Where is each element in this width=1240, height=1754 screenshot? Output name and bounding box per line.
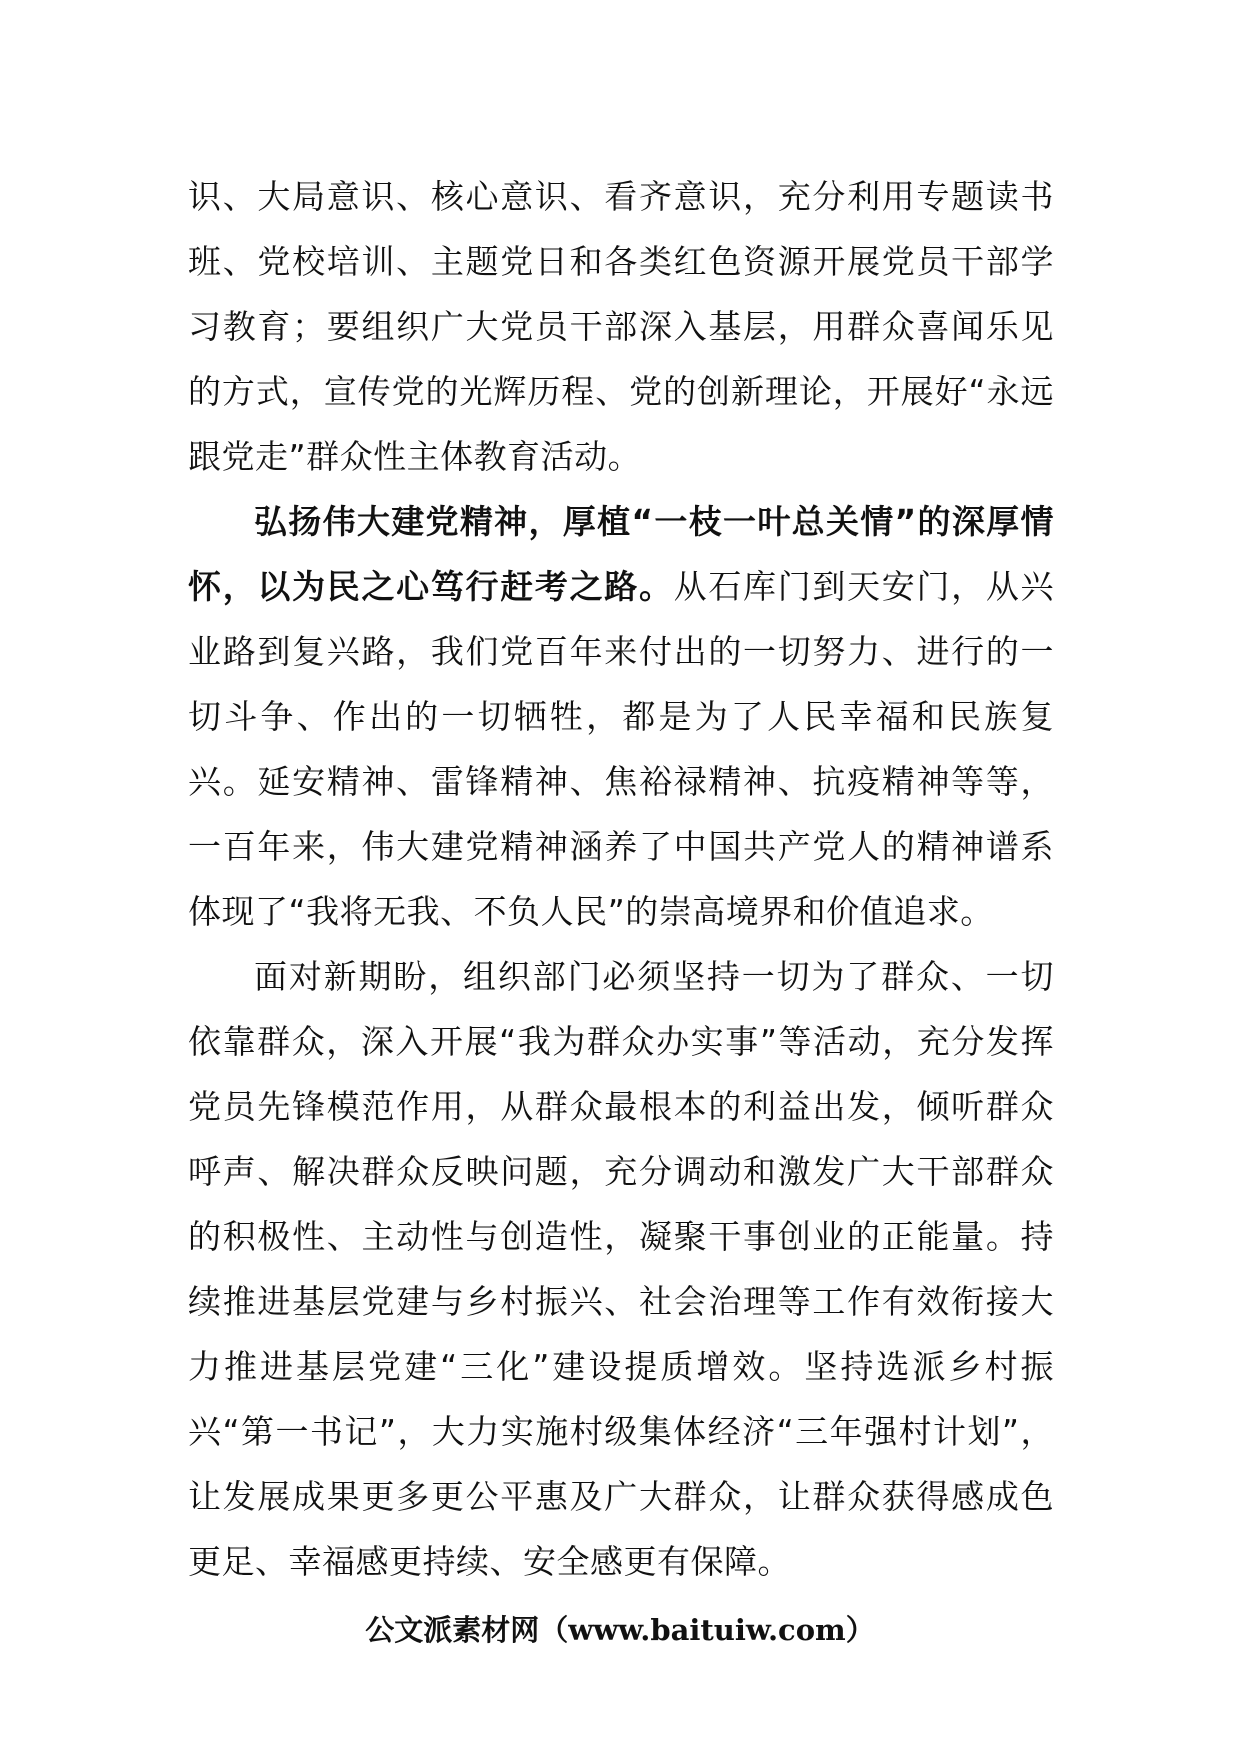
paragraph-2-heading: 弘扬伟大建党精神，厚植“一枝一叶总关情”的深厚情怀，以为民之心笃行赶考之路。 (188, 502, 1054, 606)
paragraph-2-text: 从石库门到天安门，从兴业路到复兴路，我们党百年来付出的一切努力、进行的一切斗争、作出的一切牺牲，都是为了人民幸福和民族复兴。延安精神、雷锋精神、焦裕禄精神、抗疫精神等等，一百年来，伟大建党精神涵养了中国共产党人的精神谱系体现了“我将无我、不负人民”的崇高境界和价值追求。 (188, 567, 1054, 931)
paragraph-1-text: 识、大局意识、核心意识、看齐意识，充分利用专题读书班、党校培训、主题党日和各类红色资源开展党员干部学习教育；要组织广大党员干部深入基层，用群众喜闻乐见的方式，宣传党的光辉历程、党的创新理论，开展好“永远跟党走”群众性主体教育活动。 (188, 177, 1054, 476)
paragraph-3 (188, 944, 1054, 1594)
paragraph-2 (188, 489, 1054, 944)
footer-watermark: 公文派素材网（www.baituiw.com） (365, 1613, 875, 1647)
paragraph-1 (188, 164, 1054, 489)
paragraph-3-text: 面对新期盼，组织部门必须坚持一切为了群众、一切依靠群众，深入开展“我为群众办实事”等活动，充分发挥党员先锋模范作用，从群众最根本的利益出发，倾听群众呼声、解决群众反映问题，充分调动和激发广大干部群众的积极性、主动性与创造性，凝聚干事创业的正能量。持续推进基层党建与乡村振兴、社会治理等工作有效衔接大力推进基层党建“三化”建设提质增效。坚持选派乡村振兴“第一书记”，大力实施村级集体经济“三年强村计划”，让发展成果更多更公平惠及广大群众，让群众获得感成色更足、幸福感更持续、安全感更有保障。 (188, 957, 1054, 1581)
document-body (188, 164, 1054, 1594)
